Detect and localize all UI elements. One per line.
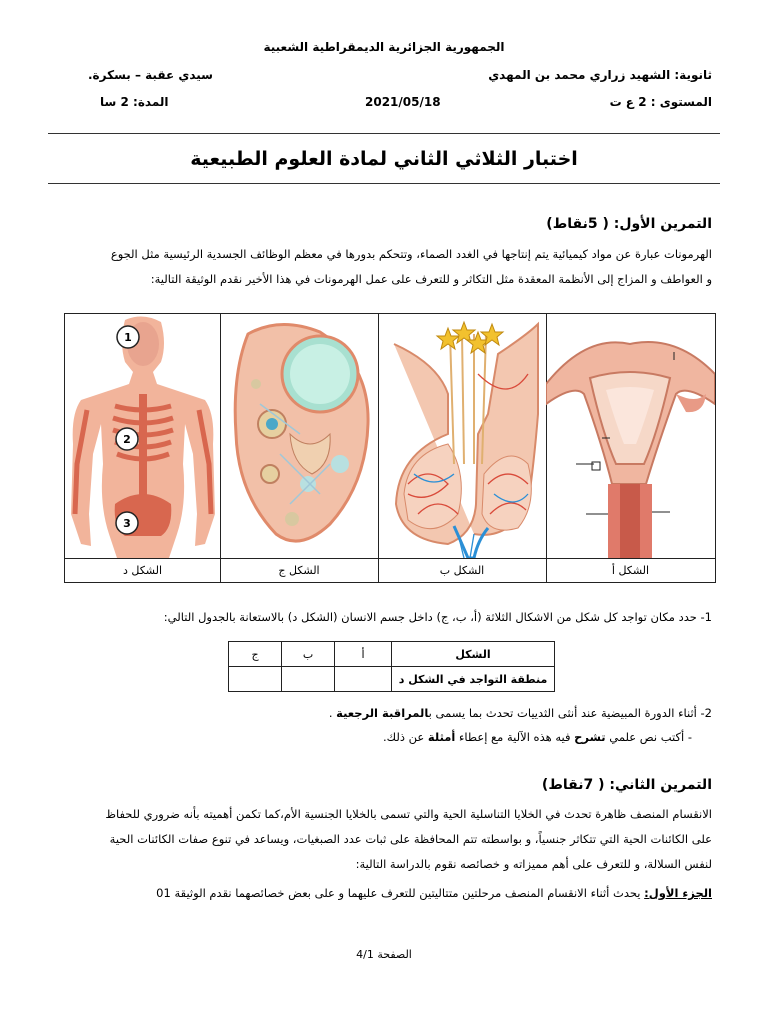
part1-label: الجزء الأول: [644,886,712,900]
table-col-a: أ [335,642,392,667]
svg-text:3: 3 [123,517,131,530]
exam-date: 2021/05/18 [365,95,441,109]
q2b-text: - أكتب نص علمي [605,730,692,744]
exercise1-question1: 1- حدد مكان تواجد كل شكل من الاشكال الثلاثة (أ، ب، ج) داخل جسم الانسان (الشكل د) بالاستعانة بالجدول التالي: [163,610,712,624]
exercise1-intro-line1: الهرمونات عبارة عن مواد كيميائية يتم إنتاجها في الغدد الصماء، وتتحكم بدورها في معظم الوظائف الجسدية الرئيسية مثل الجوع [110,247,712,261]
location-table [228,641,555,692]
q2b-mid: فيه هذه الآلية مع إعطاء [455,730,575,744]
table-col-c: ج [229,642,282,667]
figure-captions-row [65,558,715,583]
exercise2-part1 [156,886,712,900]
human-body-diagram [65,314,220,558]
table-cell-b[interactable] [282,667,335,692]
part1-text: يحدث أثناء الانقسام المنصف مرحلتين متتاليتين للتعرف عليهما و على بعض خصائصهما نقدم الوثيقة 01 [156,886,645,900]
caption-figure-d: الشكل د [65,559,221,583]
exam-title: اختبار الثلاثي الثاني لمادة العلوم الطبيعية [190,148,578,170]
svg-text:2: 2 [123,433,131,446]
q2-text: 2- أثناء الدورة المبيضية عند أنثى الثدييات تحدث بما يسمى ب [428,706,712,720]
page-number: الصفحة 4/1 [356,948,412,961]
republic-heading: الجمهورية الجزائرية الديمقراطية الشعبية [263,40,505,54]
exercise2-line2: على الكائنات الحية التي تتكاثر جنسياً، و بواسطته تتم المحافظة على ثبات عدد الصبغيات، ويساعد في تنوع صفات الكائنات الحية [109,832,712,846]
uterus-diagram [546,314,715,558]
caption-figure-a: الشكل أ [611,564,650,577]
caption-figure-b: الشكل ب [378,559,547,583]
table-cell-a[interactable] [335,667,392,692]
figure-c-ovary [220,314,379,558]
figure-panel [64,313,716,583]
exercise1-question2b [383,730,692,744]
q2b-keyword-examples: أمثلة [427,730,456,744]
figure-d-marker-1 [117,326,139,348]
exercise2-line1: الانقسام المنصف ظاهرة تحدث في الخلايا التناسلية الحية والتي تسمى بالخلايا الجنسية الأم،كما تكمن أهميته بأنه ضروري للحفاظ [105,807,712,821]
table-row-label: منطقة التواجد في الشكل د [392,667,555,692]
exercise1-title: التمرين الأول: ( 5نقاط) [546,216,712,232]
header-divider [48,133,720,134]
pituitary-diagram [378,314,546,558]
title-divider [48,183,720,184]
exercise2-title: التمرين الثاني: ( 7نقاط) [541,777,712,793]
svg-text:1: 1 [124,331,132,344]
school-name: ثانوية: الشهيد زراري محمد بن المهدي [488,68,712,82]
q2-end: . [328,706,337,720]
figure-b-pituitary [378,314,547,558]
exercise2-line3: لنفس السلالة، و للتعرف على أهم مميزاته و خصائصه نقوم بالدراسة التالية: [355,857,712,871]
table-header-label: الشكل [392,642,555,667]
figure-d-body [65,314,221,558]
caption-figure-c: الشكل ج [220,559,379,583]
q2b-end: عن ذلك. [383,730,428,744]
neuron-star-icons [437,322,503,353]
figure-d-marker-2 [116,428,138,450]
q2-keyword: المراقبة الرجعية [336,706,429,720]
q2b-keyword-explain: تشرح [574,730,606,744]
duration: المدة: 2 سا [100,95,169,109]
location: سيدي عقبة – بسكرة. [88,68,213,82]
level: المستوى : 2 ع ت [609,95,712,109]
exercise1-question2 [329,706,712,720]
ovary-diagram [220,314,378,558]
exercise1-intro-line2: و العواطف و المزاج إلى الأنظمة المعقدة مثل التكاثر و للتعرف على عمل الهرمونات في هذا الأخير نقدم الوثيقة التالية: [150,272,712,286]
table-col-b: ب [282,642,335,667]
figure-d-marker-3 [116,512,138,534]
figure-a-uterus [546,314,715,558]
table-cell-c[interactable] [229,667,282,692]
